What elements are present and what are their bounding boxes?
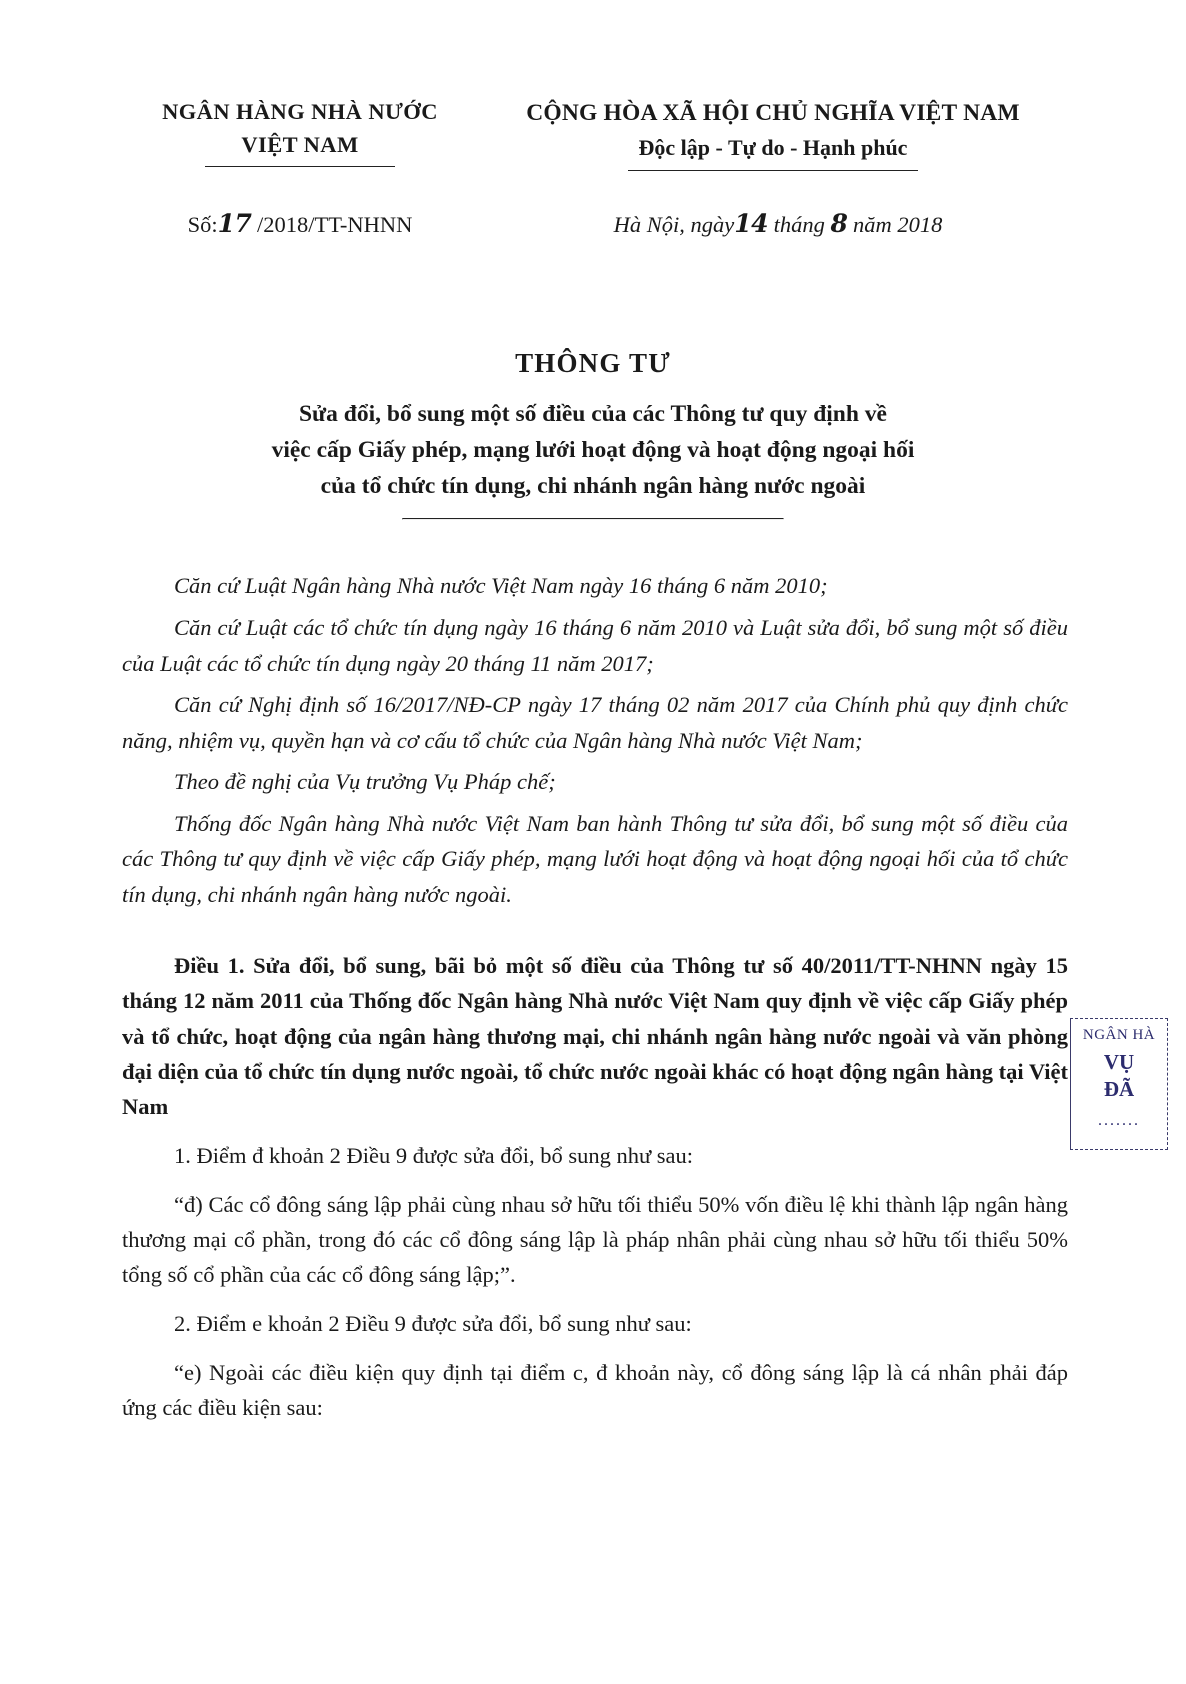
clause-2-text: “e) Ngoài các điều kiện quy định tại điểm c, đ khoản này, cổ đông sáng lập là cá nhân phải đáp ứng các điều kiện sau: [122, 1360, 1068, 1421]
number-prefix: Số: [187, 212, 218, 238]
document-body [122, 568, 1068, 1425]
number-suffix: /2018/TT-NHNN [257, 212, 413, 238]
organization-line-1: NGÂN HÀNG NHÀ NƯỚC [162, 99, 438, 124]
national-divider [628, 170, 918, 171]
document-type: THÔNG TƯ [515, 348, 671, 379]
organization-line-2: VIỆT NAM [241, 131, 359, 157]
stamp-line-3: ĐÃ [1103, 1077, 1135, 1101]
handwritten-number: 17 [217, 209, 252, 239]
issuing-organization [120, 96, 480, 167]
handwritten-month: 8 [830, 209, 848, 239]
reference-row [0, 209, 1186, 238]
preamble-paragraph: Theo đề nghị của Vụ trưởng Vụ Pháp chế; [174, 769, 556, 795]
national-heading [480, 96, 1066, 171]
document-header [0, 0, 1186, 171]
title-block [0, 348, 1186, 520]
organization-divider [205, 166, 395, 167]
clause-1-intro: 1. Điểm đ khoản 2 Điều 9 được sửa đổi, bổ sung như sau: [174, 1142, 694, 1168]
month-label: tháng [773, 212, 825, 238]
stamp-line-1: NGÂN HÀ [1082, 1027, 1156, 1043]
preamble-paragraph: Căn cứ Nghị định số 16/2017/NĐ-CP ngày 17 tháng 02 năm 2017 của Chính phủ quy định chức năng, nhiệm vụ, quyền hạn và cơ cấu tổ chức của Ngân hàng Nhà nước Việt Nam; [122, 692, 1068, 753]
stamp-line-4: ....... [1098, 1112, 1140, 1129]
stamp-line-2: VỤ [1103, 1050, 1135, 1074]
issue-date [480, 209, 1076, 238]
handwritten-day: 14 [734, 209, 768, 239]
preamble-paragraph: Căn cứ Luật các tổ chức tín dụng ngày 16 tháng 6 năm 2010 và Luật sửa đổi, bổ sung một số điều của Luật các tổ chức tín dụng ngày 20 tháng 11 năm 2017; [122, 614, 1068, 676]
document-title-line-3: của tổ chức tín dụng, chi nhánh ngân hàng nước ngoài [320, 472, 866, 499]
official-stamp [1070, 1018, 1168, 1150]
date-place-prefix: Hà Nội, ngày [613, 212, 735, 238]
document-title-line-1: Sửa đổi, bổ sung một số điều của các Thông tư quy định về [298, 401, 887, 428]
clause-2-intro: 2. Điểm e khoản 2 Điều 9 được sửa đổi, bổ sung như sau: [174, 1311, 692, 1337]
preamble-section [122, 568, 1068, 912]
clause-1-text: “đ) Các cổ đông sáng lập phải cùng nhau sở hữu tối thiểu 50% vốn điều lệ khi thành lập ngân hàng thương mại cổ phần, trong đó các cổ đông sáng lập là pháp nhân phải cùng nhau sở hữu tối thiểu 50% tổng số cổ phần của các cổ đông sáng lập;”. [122, 1191, 1068, 1288]
preamble-paragraph: Thống đốc Ngân hàng Nhà nước Việt Nam ban hành Thông tư sửa đổi, bổ sung một số điều của các Thông tư quy định về việc cấp Giấy phép, mạng lưới hoạt động và hoạt động ngoại hối của tổ chức tín dụng, chi nhánh ngân hàng nước ngoài. [122, 810, 1068, 907]
document-number [120, 209, 480, 238]
year-label: năm 2018 [853, 212, 943, 238]
national-title: CỘNG HÒA XÃ HỘI CHỦ NGHĨA VIỆT NAM [526, 100, 1020, 126]
article-1-heading: Điều 1. Sửa đổi, bổ sung, bãi bỏ một số điều của Thông tư số 40/2011/TT-NHNN ngày 15 tháng 12 năm 2011 của Thống đốc Ngân hàng Nhà nước Việt Nam quy định về việc cấp Giấy phép và tổ chức, hoạt động của ngân hàng thương mại, chi nhánh ngân hàng nước ngoài và văn phòng đại diện của tổ chức tín dụng nước ngoài, tổ chức nước ngoài khác có hoạt động ngân hàng tại Việt Nam [122, 953, 1068, 1119]
title-divider [402, 518, 784, 520]
document-title-line-2: việc cấp Giấy phép, mạng lưới hoạt động và hoạt động ngoại hối [271, 436, 915, 463]
national-motto: Độc lập - Tự do - Hạnh phúc [638, 135, 908, 161]
document-title [203, 397, 983, 504]
preamble-paragraph: Căn cứ Luật Ngân hàng Nhà nước Việt Nam ngày 16 tháng 6 năm 2010; [174, 573, 828, 599]
